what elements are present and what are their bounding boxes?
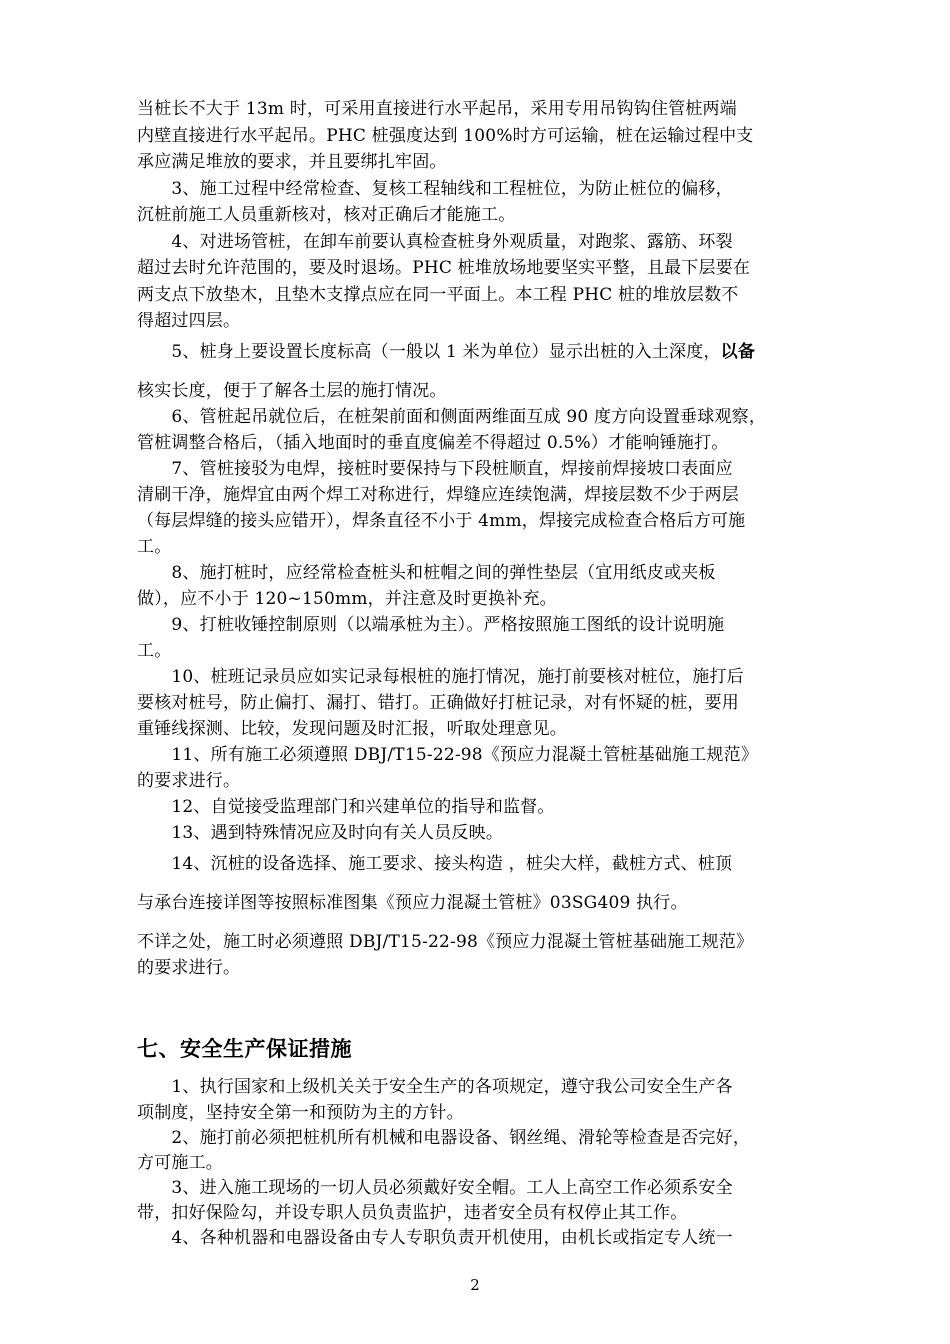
paragraph-line: 清刷干净，施焊宜由两个焊工对称进行，焊缝应连续饱满，焊接层数不少于两层 xyxy=(137,485,739,505)
paragraph-line: 6、管桩起吊就位后，在桩架前面和侧面两维面互成 90 度方向设置垂球观察， xyxy=(137,407,767,427)
paragraph-line: 9、打桩收锤控制原则（以端承桩为主）。严格按照施工图纸的设计说明施 xyxy=(137,615,725,635)
paragraph-line: 得超过四层。 xyxy=(137,311,241,331)
paragraph-text: 5、桩身上要设置长度标高（一般以 1 米为单位）显示出桩的入土深度， xyxy=(137,342,721,362)
paragraph-line: 7、管桩接驳为电焊，接桩时要保持与下段桩顺直，焊接前焊接坡口表面应 xyxy=(137,459,733,479)
paragraph-line: 不详之处，施工时必须遵照 DBJ/T15-22-98《预应力混凝土管桩基础施工规范》 xyxy=(137,932,754,952)
paragraph-line: 8、施打桩时，应经常检查桩头和桩帽之间的弹性垫层（宜用纸皮或夹板 xyxy=(137,563,716,583)
paragraph-line: 沉桩前施工人员重新核对，核对正确后才能施工。 xyxy=(137,205,516,225)
paragraph-line: 做），应不小于 120~150mm，并注意及时更换补充。 xyxy=(137,589,557,609)
paragraph-line: 当桩长不大于 13m 时，可采用直接进行水平起吊，采用专用吊钩钩住管桩两端 xyxy=(137,99,737,119)
paragraph-line: 13、遇到特殊情况应及时向有关人员反映。 xyxy=(137,823,504,843)
paragraph-line: 要核对桩号，防止偏打、漏打、错打。正确做好打桩记录，对有怀疑的桩，要用 xyxy=(137,693,739,713)
paragraph-line: 带，扣好保险勾，并设专职人员负责监护，违者安全员有权停止其工作。 xyxy=(137,1203,688,1223)
paragraph-line: 14、沉桩的设备选择、施工要求、接头构造 ，桩尖大样，截桩方式、桩顶 xyxy=(137,854,733,874)
section-heading: 七、安全生产保证措施 xyxy=(137,1036,352,1061)
paragraph-line xyxy=(137,341,755,363)
bold-text: 以备 xyxy=(720,342,756,362)
page-number: 2 xyxy=(470,1276,480,1294)
paragraph-line: 重锤线探测、比较，发现问题及时汇报，听取处理意见。 xyxy=(137,719,567,739)
paragraph-line: 3、施工过程中经常检查、复核工程轴线和工程桩位，为防止桩位的偏移， xyxy=(137,179,733,199)
paragraph-line: 的要求进行。 xyxy=(137,958,241,978)
paragraph-line: 与承台连接详图等按照标准图集《预应力混凝土管桩》03SG409 执行。 xyxy=(137,893,688,913)
paragraph-line: 3、进入施工现场的一切人员必须戴好安全帽。工人上高空工作必须系安全 xyxy=(137,1178,733,1198)
paragraph-line: 项制度，坚持安全第一和预防为主的方针。 xyxy=(137,1103,464,1123)
paragraph-line: 承应满足堆放的要求，并且要绑扎牢固。 xyxy=(137,152,447,172)
paragraph-line: 10、桩班记录员应如实记录每根桩的施打情况，施打前要核对桩位，施打后 xyxy=(137,667,744,687)
paragraph-line: 核实长度，便于了解各土层的施打情况。 xyxy=(137,381,447,401)
paragraph-line: 工。 xyxy=(137,537,172,557)
paragraph-line: （每层焊缝的接头应错开），焊条直径不小于 4mm，焊接完成检查合格后方可施 xyxy=(137,511,746,531)
paragraph-line: 的要求进行。 xyxy=(137,771,241,791)
paragraph-line: 1、执行国家和上级机关关于安全生产的各项规定，遵守我公司安全生产各 xyxy=(137,1077,733,1097)
paragraph-line: 11、所有施工必须遵照 DBJ/T15-22-98《预应力混凝土管桩基础施工规范》 xyxy=(137,745,759,765)
paragraph-line: 12、自觉接受监理部门和兴建单位的指导和监督。 xyxy=(137,797,555,817)
paragraph-line: 工。 xyxy=(137,641,172,661)
paragraph-line: 内壁直接进行水平起吊。PHC 桩强度达到 100%时方可运输，桩在运输过程中支 xyxy=(137,126,754,146)
paragraph-line: 方可施工。 xyxy=(137,1153,223,1173)
paragraph-line: 2、施打前必须把桩机所有机械和电器设备、钢丝绳、滑轮等检查是否完好， xyxy=(137,1128,751,1148)
paragraph-line: 4、对进场管桩，在卸车前要认真检查桩身外观质量，对跑浆、露筋、环裂 xyxy=(137,232,733,252)
paragraph-line: 超过去时允许范围的，要及时退场。PHC 桩堆放场地要坚实平整，且最下层要在 xyxy=(137,258,751,278)
paragraph-line: 管桩调整合格后，（插入地面时的垂直度偏差不得超过 0.5%）才能响锤施打。 xyxy=(137,433,729,453)
paragraph-line: 4、各种机器和电器设备由专人专职负责开机使用，由机长或指定专人统一 xyxy=(137,1228,733,1248)
paragraph-line: 两支点下放垫木，且垫木支撑点应在同一平面上。本工程 PHC 桩的堆放层数不 xyxy=(137,285,739,305)
